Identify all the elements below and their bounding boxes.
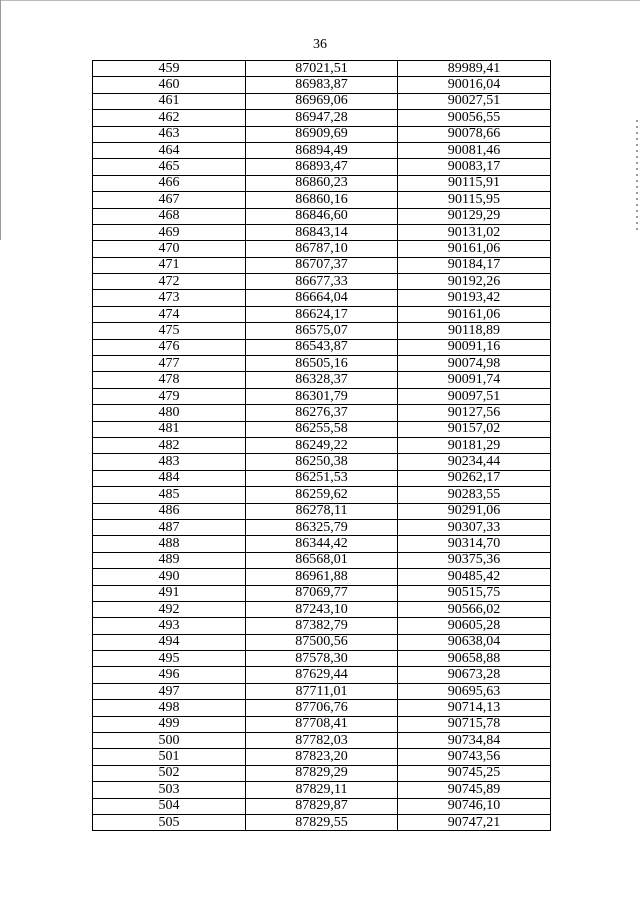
point-number-cell: 486 — [93, 503, 246, 519]
y-coordinate-cell: 90115,95 — [398, 192, 551, 208]
point-number-cell: 494 — [93, 634, 246, 650]
x-coordinate-cell: 87829,87 — [246, 798, 398, 814]
y-coordinate-cell: 90745,25 — [398, 765, 551, 781]
y-coordinate-cell: 90715,78 — [398, 716, 551, 732]
point-number-cell: 467 — [93, 192, 246, 208]
x-coordinate-cell: 86249,22 — [246, 437, 398, 453]
x-coordinate-cell: 87829,55 — [246, 814, 398, 830]
y-coordinate-cell: 90658,88 — [398, 651, 551, 667]
y-coordinate-cell: 90291,06 — [398, 503, 551, 519]
x-coordinate-cell: 87500,56 — [246, 634, 398, 650]
x-coordinate-cell: 86575,07 — [246, 323, 398, 339]
point-number-cell: 501 — [93, 749, 246, 765]
table-row — [93, 126, 551, 142]
y-coordinate-cell: 90192,26 — [398, 274, 551, 290]
point-number-cell: 463 — [93, 126, 246, 142]
point-number-cell: 495 — [93, 651, 246, 667]
coordinates-table-body — [93, 61, 551, 831]
x-coordinate-cell: 86325,79 — [246, 519, 398, 535]
table-row — [93, 536, 551, 552]
x-coordinate-cell: 86255,58 — [246, 421, 398, 437]
page-left-edge — [0, 0, 1, 240]
point-number-cell: 489 — [93, 552, 246, 568]
y-coordinate-cell: 90234,44 — [398, 454, 551, 470]
point-number-cell: 469 — [93, 224, 246, 240]
table-row — [93, 733, 551, 749]
table-row — [93, 782, 551, 798]
x-coordinate-cell: 86259,62 — [246, 487, 398, 503]
y-coordinate-cell: 90078,66 — [398, 126, 551, 142]
point-number-cell: 459 — [93, 61, 246, 77]
x-coordinate-cell: 87829,11 — [246, 782, 398, 798]
point-number-cell: 488 — [93, 536, 246, 552]
point-number-cell: 503 — [93, 782, 246, 798]
y-coordinate-cell: 90745,89 — [398, 782, 551, 798]
table-row — [93, 618, 551, 634]
table-row — [93, 208, 551, 224]
y-coordinate-cell: 90283,55 — [398, 487, 551, 503]
table-row — [93, 405, 551, 421]
point-number-cell: 482 — [93, 437, 246, 453]
x-coordinate-cell: 86251,53 — [246, 470, 398, 486]
table-row — [93, 61, 551, 77]
table-row — [93, 257, 551, 273]
point-number-cell: 478 — [93, 372, 246, 388]
y-coordinate-cell: 90566,02 — [398, 601, 551, 617]
table-row — [93, 765, 551, 781]
x-coordinate-cell: 86301,79 — [246, 388, 398, 404]
y-coordinate-cell: 90127,56 — [398, 405, 551, 421]
point-number-cell: 500 — [93, 733, 246, 749]
x-coordinate-cell: 86250,38 — [246, 454, 398, 470]
point-number-cell: 475 — [93, 323, 246, 339]
point-number-cell: 476 — [93, 339, 246, 355]
y-coordinate-cell: 90131,02 — [398, 224, 551, 240]
y-coordinate-cell: 89989,41 — [398, 61, 551, 77]
y-coordinate-cell: 90129,29 — [398, 208, 551, 224]
table-row — [93, 110, 551, 126]
x-coordinate-cell: 86505,16 — [246, 356, 398, 372]
binding-marks — [636, 120, 638, 230]
y-coordinate-cell: 90115,91 — [398, 175, 551, 191]
x-coordinate-cell: 87578,30 — [246, 651, 398, 667]
point-number-cell: 485 — [93, 487, 246, 503]
y-coordinate-cell: 90074,98 — [398, 356, 551, 372]
point-number-cell: 496 — [93, 667, 246, 683]
point-number-cell: 487 — [93, 519, 246, 535]
x-coordinate-cell: 86344,42 — [246, 536, 398, 552]
x-coordinate-cell: 87706,76 — [246, 700, 398, 716]
point-number-cell: 466 — [93, 175, 246, 191]
x-coordinate-cell: 87829,29 — [246, 765, 398, 781]
y-coordinate-cell: 90056,55 — [398, 110, 551, 126]
table-row — [93, 77, 551, 93]
y-coordinate-cell: 90673,28 — [398, 667, 551, 683]
x-coordinate-cell: 86860,16 — [246, 192, 398, 208]
x-coordinate-cell: 86664,04 — [246, 290, 398, 306]
y-coordinate-cell: 90083,17 — [398, 159, 551, 175]
table-row — [93, 569, 551, 585]
x-coordinate-cell: 86969,06 — [246, 93, 398, 109]
point-number-cell: 461 — [93, 93, 246, 109]
x-coordinate-cell: 86843,14 — [246, 224, 398, 240]
point-number-cell: 477 — [93, 356, 246, 372]
y-coordinate-cell: 90181,29 — [398, 437, 551, 453]
table-row — [93, 339, 551, 355]
point-number-cell: 464 — [93, 142, 246, 158]
point-number-cell: 498 — [93, 700, 246, 716]
point-number-cell: 471 — [93, 257, 246, 273]
point-number-cell: 468 — [93, 208, 246, 224]
point-number-cell: 462 — [93, 110, 246, 126]
x-coordinate-cell: 86278,11 — [246, 503, 398, 519]
x-coordinate-cell: 87382,79 — [246, 618, 398, 634]
x-coordinate-cell: 86328,37 — [246, 372, 398, 388]
point-number-cell: 472 — [93, 274, 246, 290]
table-row — [93, 388, 551, 404]
table-row — [93, 192, 551, 208]
table-row — [93, 585, 551, 601]
y-coordinate-cell: 90743,56 — [398, 749, 551, 765]
y-coordinate-cell: 90193,42 — [398, 290, 551, 306]
point-number-cell: 499 — [93, 716, 246, 732]
table-row — [93, 306, 551, 322]
x-coordinate-cell: 87711,01 — [246, 683, 398, 699]
table-row — [93, 93, 551, 109]
table-row — [93, 487, 551, 503]
y-coordinate-cell: 90734,84 — [398, 733, 551, 749]
y-coordinate-cell: 90747,21 — [398, 814, 551, 830]
table-row — [93, 552, 551, 568]
point-number-cell: 493 — [93, 618, 246, 634]
point-number-cell: 505 — [93, 814, 246, 830]
y-coordinate-cell: 90118,89 — [398, 323, 551, 339]
x-coordinate-cell: 86787,10 — [246, 241, 398, 257]
point-number-cell: 474 — [93, 306, 246, 322]
point-number-cell: 491 — [93, 585, 246, 601]
x-coordinate-cell: 87823,20 — [246, 749, 398, 765]
x-coordinate-cell: 87069,77 — [246, 585, 398, 601]
y-coordinate-cell: 90091,74 — [398, 372, 551, 388]
table-row — [93, 241, 551, 257]
table-row — [93, 290, 551, 306]
x-coordinate-cell: 86961,88 — [246, 569, 398, 585]
point-number-cell: 479 — [93, 388, 246, 404]
point-number-cell: 483 — [93, 454, 246, 470]
table-row — [93, 175, 551, 191]
coordinates-table — [92, 60, 551, 831]
table-row — [93, 667, 551, 683]
point-number-cell: 492 — [93, 601, 246, 617]
table-row — [93, 274, 551, 290]
y-coordinate-cell: 90016,04 — [398, 77, 551, 93]
y-coordinate-cell: 90262,17 — [398, 470, 551, 486]
point-number-cell: 470 — [93, 241, 246, 257]
x-coordinate-cell: 86894,49 — [246, 142, 398, 158]
y-coordinate-cell: 90375,36 — [398, 552, 551, 568]
point-number-cell: 465 — [93, 159, 246, 175]
x-coordinate-cell: 87243,10 — [246, 601, 398, 617]
point-number-cell: 502 — [93, 765, 246, 781]
x-coordinate-cell: 87708,41 — [246, 716, 398, 732]
table-row — [93, 634, 551, 650]
y-coordinate-cell: 90605,28 — [398, 618, 551, 634]
table-row — [93, 421, 551, 437]
y-coordinate-cell: 90314,70 — [398, 536, 551, 552]
table-row — [93, 716, 551, 732]
y-coordinate-cell: 90307,33 — [398, 519, 551, 535]
table-row — [93, 323, 551, 339]
y-coordinate-cell: 90638,04 — [398, 634, 551, 650]
x-coordinate-cell: 86276,37 — [246, 405, 398, 421]
table-row — [93, 683, 551, 699]
page-top-edge — [0, 0, 640, 1]
y-coordinate-cell: 90027,51 — [398, 93, 551, 109]
point-number-cell: 460 — [93, 77, 246, 93]
y-coordinate-cell: 90161,06 — [398, 241, 551, 257]
y-coordinate-cell: 90485,42 — [398, 569, 551, 585]
table-row — [93, 470, 551, 486]
table-row — [93, 798, 551, 814]
y-coordinate-cell: 90695,63 — [398, 683, 551, 699]
x-coordinate-cell: 86677,33 — [246, 274, 398, 290]
x-coordinate-cell: 86707,37 — [246, 257, 398, 273]
x-coordinate-cell: 87782,03 — [246, 733, 398, 749]
x-coordinate-cell: 86860,23 — [246, 175, 398, 191]
x-coordinate-cell: 86624,17 — [246, 306, 398, 322]
y-coordinate-cell: 90746,10 — [398, 798, 551, 814]
y-coordinate-cell: 90184,17 — [398, 257, 551, 273]
x-coordinate-cell: 87021,51 — [246, 61, 398, 77]
table-row — [93, 224, 551, 240]
x-coordinate-cell: 87629,44 — [246, 667, 398, 683]
y-coordinate-cell: 90515,75 — [398, 585, 551, 601]
y-coordinate-cell: 90081,46 — [398, 142, 551, 158]
x-coordinate-cell: 86893,47 — [246, 159, 398, 175]
x-coordinate-cell: 86568,01 — [246, 552, 398, 568]
x-coordinate-cell: 86846,60 — [246, 208, 398, 224]
table-row — [93, 503, 551, 519]
table-row — [93, 749, 551, 765]
y-coordinate-cell: 90097,51 — [398, 388, 551, 404]
y-coordinate-cell: 90714,13 — [398, 700, 551, 716]
point-number-cell: 497 — [93, 683, 246, 699]
x-coordinate-cell: 86983,87 — [246, 77, 398, 93]
table-row — [93, 519, 551, 535]
table-row — [93, 356, 551, 372]
point-number-cell: 473 — [93, 290, 246, 306]
table-row — [93, 651, 551, 667]
table-row — [93, 159, 551, 175]
x-coordinate-cell: 86947,28 — [246, 110, 398, 126]
table-row — [93, 372, 551, 388]
point-number-cell: 480 — [93, 405, 246, 421]
table-row — [93, 700, 551, 716]
point-number-cell: 490 — [93, 569, 246, 585]
table-row — [93, 601, 551, 617]
table-row — [93, 142, 551, 158]
y-coordinate-cell: 90091,16 — [398, 339, 551, 355]
x-coordinate-cell: 86909,69 — [246, 126, 398, 142]
point-number-cell: 484 — [93, 470, 246, 486]
y-coordinate-cell: 90161,06 — [398, 306, 551, 322]
table-row — [93, 814, 551, 830]
point-number-cell: 504 — [93, 798, 246, 814]
page-number: 36 — [313, 37, 327, 52]
point-number-cell: 481 — [93, 421, 246, 437]
table-row — [93, 437, 551, 453]
table-row — [93, 454, 551, 470]
y-coordinate-cell: 90157,02 — [398, 421, 551, 437]
x-coordinate-cell: 86543,87 — [246, 339, 398, 355]
